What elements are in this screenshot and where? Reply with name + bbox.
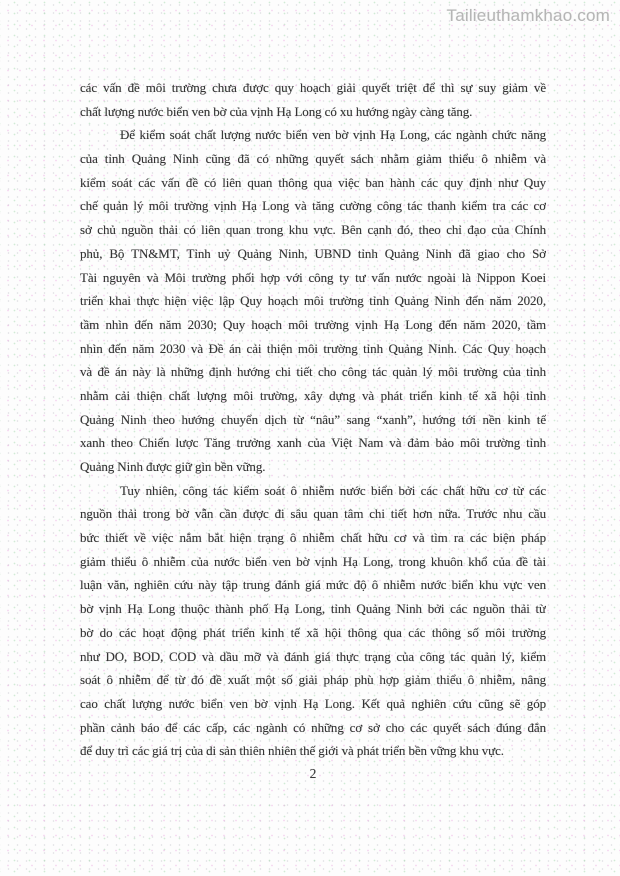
text-line: nhằm cải thiện chất lượng môi trường, xây dựng và phát triển kinh tế xã hội tỉnh <box>80 387 546 403</box>
text-block <box>80 76 546 763</box>
watermark-text: Tailieuthamkhao.com <box>446 6 610 25</box>
text-line: nhìn đến năm 2030 và Đề án cải thiện môi trường tỉnh Quảng Ninh. Các Quy hoạch <box>80 340 546 356</box>
text-line: phủ, Bộ TN&MT, Tỉnh uỷ Quảng Ninh, UBND tỉnh Quảng Ninh đã giao cho Sở <box>80 245 546 261</box>
text-line: giảm thiểu ô nhiễm của nước biển ven bờ vịnh Hạ Long, trong khuôn khổ của đề tài <box>80 553 546 569</box>
text-line: và đề án này là những định hướng chi tiết cho công tác quản lý môi trường của tỉnh <box>80 364 546 380</box>
text-line: xanh theo Chiến lược Tăng trưởng xanh của Việt Nam và đảm bảo môi trường tỉnh <box>80 435 546 451</box>
text-line: Tài nguyên và Môi trường phối hợp với công ty tư vấn nước ngoài là Nippon Koei <box>80 269 546 285</box>
text-line: của tỉnh Quảng Ninh cũng đã có những quyết sách nhằm giảm thiểu ô nhiễm và <box>80 151 546 167</box>
text-line: nguồn thải trong bờ vẫn cần được đi sâu quan tâm chi tiết hơn nữa. Trước nhu cầu <box>80 506 546 522</box>
text-line: để duy trì các giá trị của di sản thiên nhiên thế giới và phát triển bền vững khu vực. <box>80 743 504 759</box>
text-line: chế quản lý môi trường vịnh Hạ Long và tăng cường công tác thanh kiểm tra các cơ <box>80 198 546 214</box>
text-line: soát ô nhiễm để từ đó đề xuất một số giải pháp phù hợp giảm thiểu ô nhiễm, nâng <box>80 672 546 688</box>
text-line: các vấn đề môi trường chưa được quy hoạch giải quyết triệt để thì sự suy giảm về <box>80 80 546 95</box>
text-line: tầm nhìn đến năm 2030; Quy hoạch môi trường vịnh Hạ Long đến năm 2020, tầm <box>80 316 546 332</box>
text-line: luận văn, nghiên cứu này tập trung đánh giá mức độ ô nhiễm nước biển khu vực ven <box>80 577 546 593</box>
text-line: chất lượng nước biển ven bờ của vịnh Hạ Long có xu hướng ngày càng tăng. <box>80 103 473 119</box>
text-line: bờ vịnh Hạ Long thuộc thành phố Hạ Long, tỉnh Quảng Ninh bởi các nguồn thải từ <box>80 601 546 617</box>
text-line: kiểm soát các vấn đề có liên quan thông qua việc ban hành các quy định như Quy <box>80 174 546 190</box>
text-line: Để kiểm soát chất lượng nước biển ven bờ vịnh Hạ Long, các ngành chức năng <box>120 127 546 143</box>
page-number: 2 <box>309 766 317 781</box>
text-line: phần cảnh báo để các cấp, các ngành có những cơ sở cho các quyết sách đúng đắn <box>80 719 546 735</box>
text-line: Tuy nhiên, công tác kiểm soát ô nhiễm nước biển bởi các chất hữu cơ từ các <box>120 482 546 498</box>
text-line: cao chất lượng nước biển ven bờ vịnh Hạ Long. Kết quả nghiên cứu cũng sẽ góp <box>80 695 546 711</box>
text-line: sở chủ nguồn thải có liên quan trong khu vực. Bên cạnh đó, theo chỉ đạo của Chính <box>80 222 546 238</box>
text-line: như DO, BOD, COD và dầu mỡ và đánh giá thực trạng của công tác quản lý, kiểm <box>80 648 546 664</box>
text-line: Quảng Ninh theo hướng chuyển dịch từ “nâu” sang “xanh”, hướng tới nền kinh tế <box>80 411 546 427</box>
text-line: bờ do các hoạt động phát triển kinh tế xã hội thông qua các thông số môi trường <box>80 624 546 640</box>
text-line: triển khai thực hiện việc lập Quy hoạch môi trường tỉnh Quảng Ninh đến năm 2020, <box>80 293 546 309</box>
text-line: bức thiết về việc nắm bắt hiện trạng ô nhiễm chất hữu cơ và tìm ra các biện pháp <box>80 530 546 546</box>
text-line: Quảng Ninh được giữ gìn bền vững. <box>80 459 266 474</box>
